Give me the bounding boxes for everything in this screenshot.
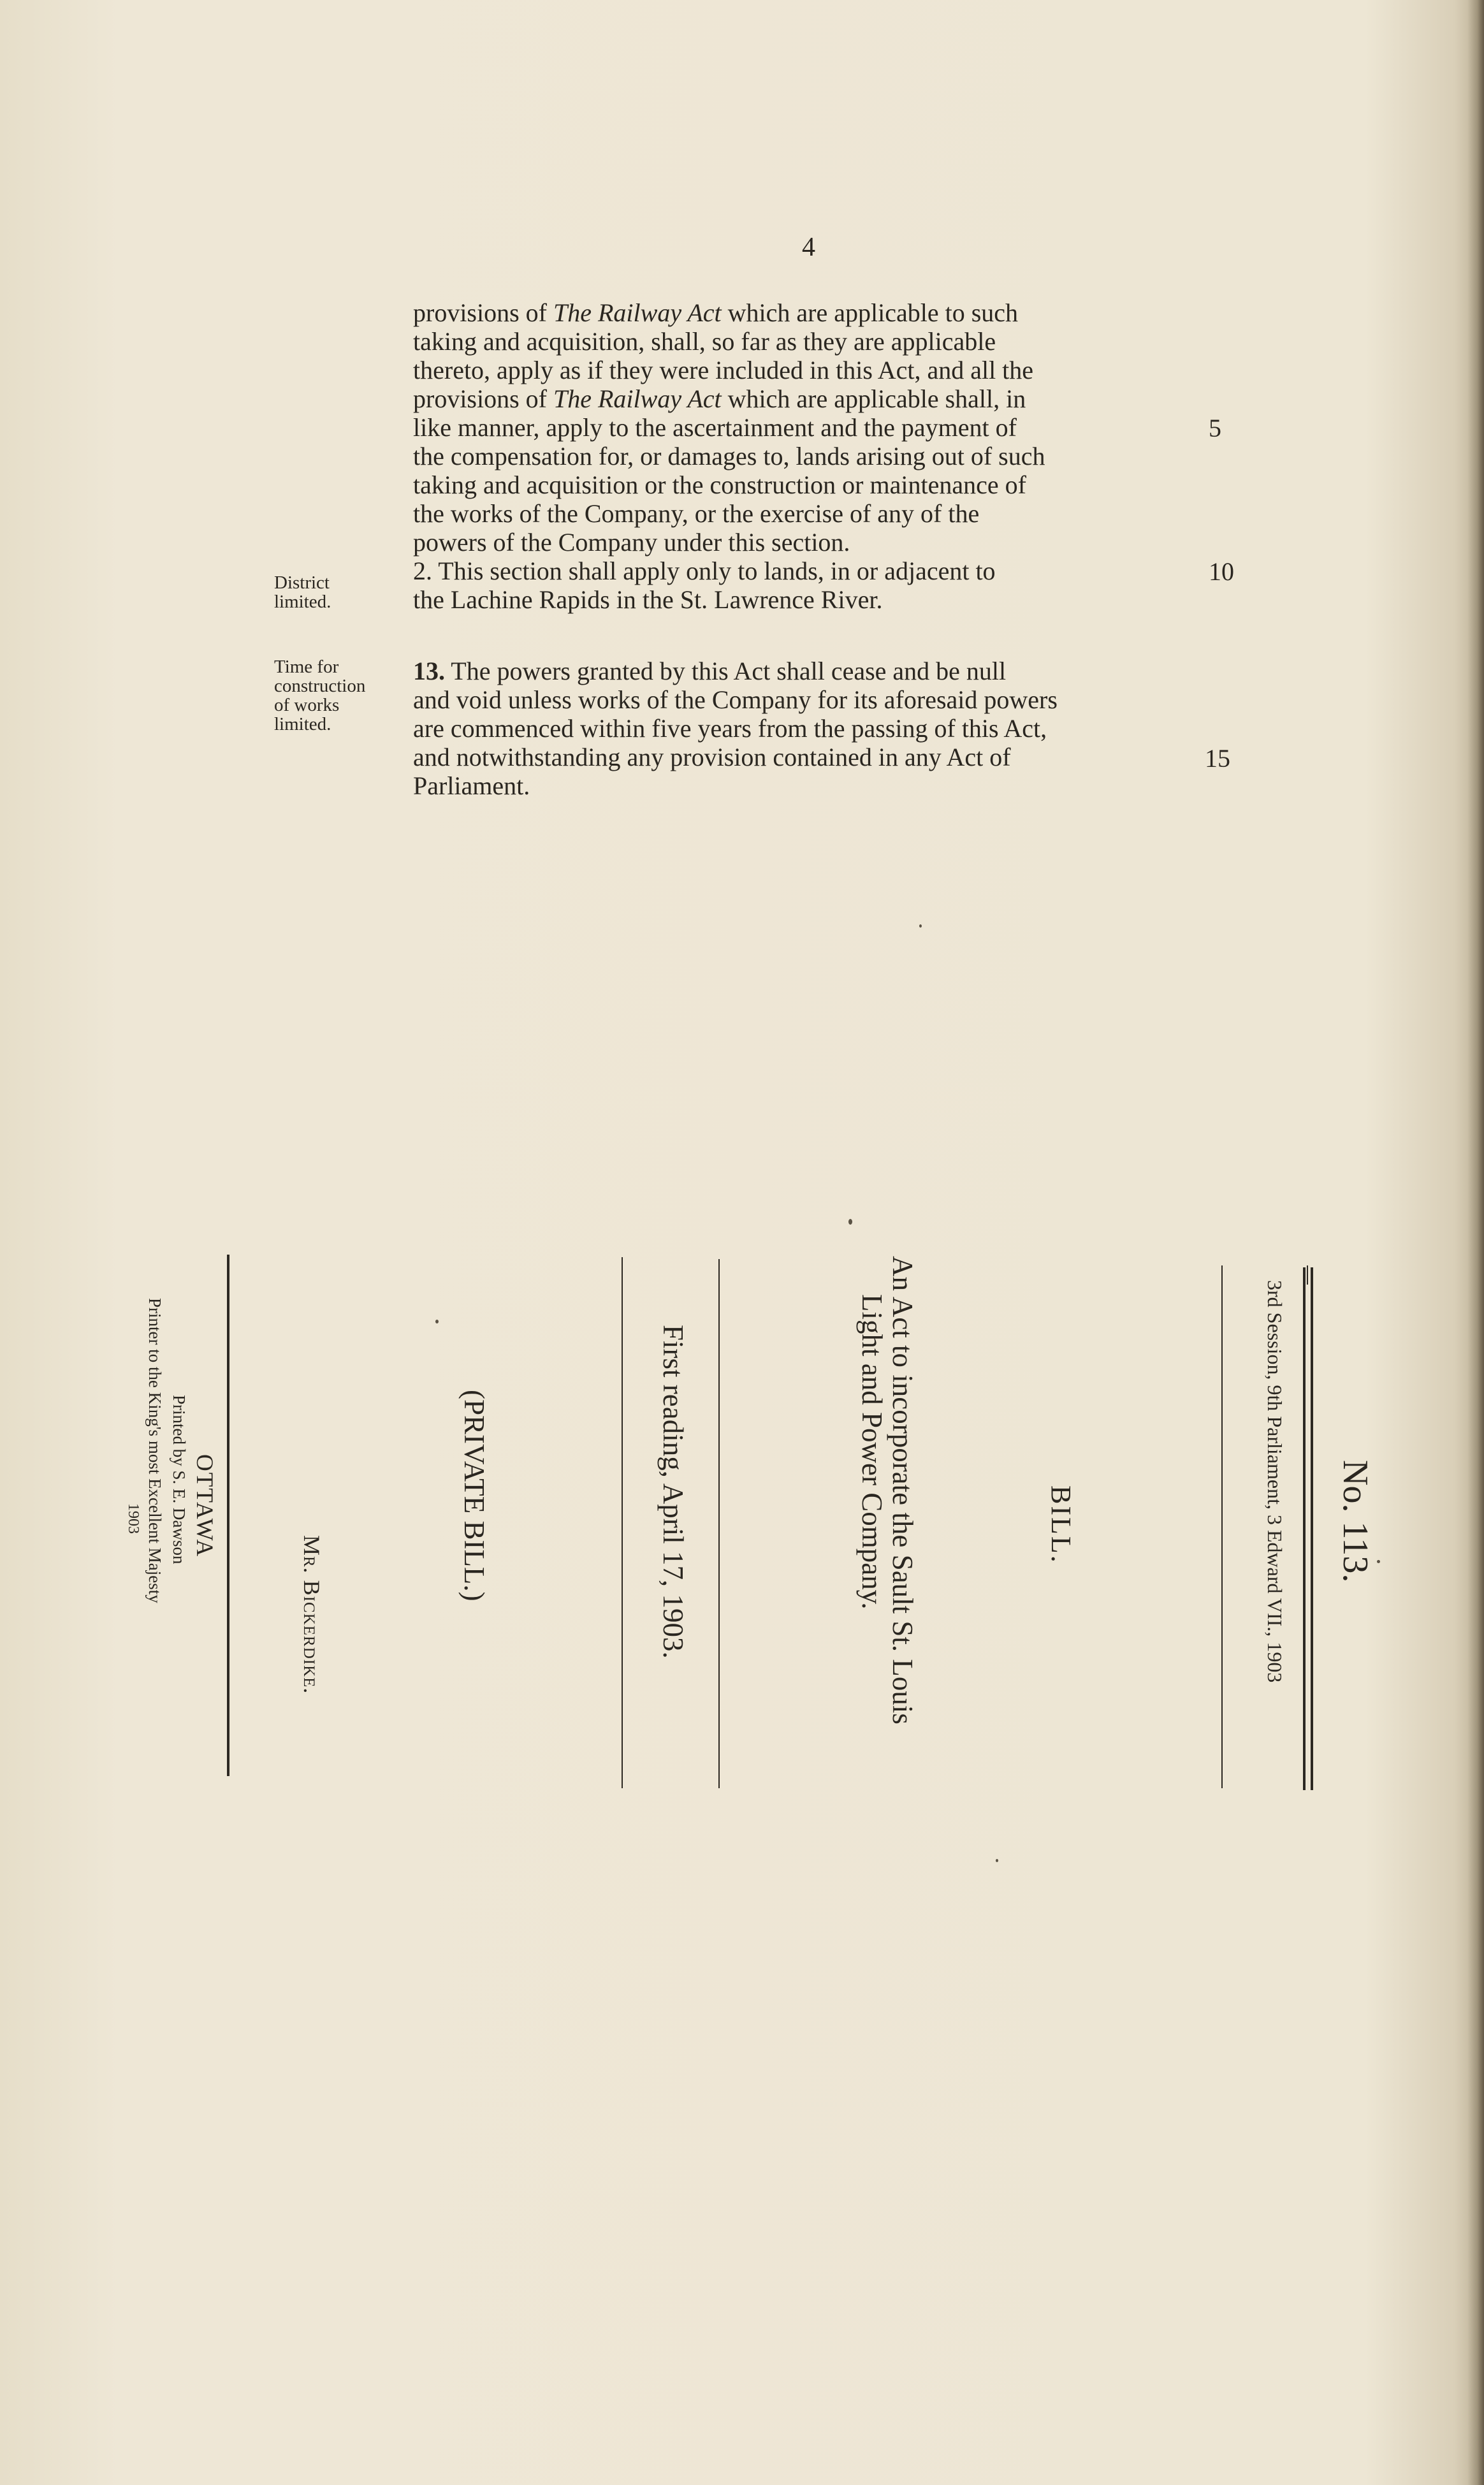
body-text — [413, 298, 1216, 808]
page-number: 4 — [802, 233, 815, 262]
line-number: 15 — [1205, 744, 1230, 773]
text-run: the Lachine Rapids in the St. Lawrence River. — [413, 585, 883, 614]
speck — [919, 924, 922, 928]
text-run: taking and acquisition, shall, so far as they are applicable — [413, 327, 996, 356]
margin-note-line: Time for — [274, 657, 339, 677]
speck — [435, 1320, 439, 1323]
speck — [996, 1859, 998, 1862]
body-line — [413, 557, 996, 585]
body-line — [413, 499, 979, 528]
margin-note-line: of works — [274, 695, 340, 715]
text-run: like manner, apply to the ascertainment and the payment of — [413, 413, 1017, 442]
text-run: powers of the Company under this section. — [413, 528, 850, 557]
italic-title: The Railway Act — [553, 298, 722, 327]
act-title-line: An Act to incorporate the Sault St. Louis — [887, 1256, 919, 1724]
body-line — [413, 356, 1033, 384]
speck — [1377, 1560, 1380, 1563]
text-run: provisions of — [413, 298, 553, 327]
margin-note-line: construction — [274, 676, 366, 696]
text-run: which are applicable to such — [721, 298, 1019, 327]
rule-act — [718, 1259, 720, 1788]
text-run: The powers granted by this Act shall cease and be null — [445, 657, 1007, 685]
body-line — [413, 384, 1026, 413]
speck — [848, 1219, 852, 1225]
text-run: taking and acquisition or the construction or maintenance of — [413, 470, 1026, 499]
body-line — [413, 685, 1058, 714]
private-bill: (PRIVATE BILL.) — [458, 1390, 490, 1601]
rule-sponsor — [227, 1255, 229, 1776]
margin-note-district — [274, 573, 331, 611]
body-line — [413, 442, 1045, 470]
text-run: and notwithstanding any provision contained in any Act of — [413, 743, 1011, 771]
page-edge-shadow — [1467, 0, 1484, 2485]
rule-reading — [622, 1257, 623, 1788]
text-run: the compensation for, or damages to, lands arising out of such — [413, 442, 1045, 470]
body-line — [413, 771, 530, 800]
body-line — [413, 585, 882, 614]
printer-year: 1903 — [125, 1503, 142, 1534]
text-run: Parliament. — [413, 771, 530, 800]
margin-note-line: limited. — [274, 592, 331, 612]
section-number: 13. — [413, 657, 445, 685]
printer-title: Printer to the King's most Excellent Majesty — [145, 1298, 164, 1603]
body-line — [413, 528, 850, 557]
body-line — [413, 657, 1006, 685]
text-run: provisions of — [413, 384, 553, 413]
italic-title: The Railway Act — [553, 384, 722, 413]
sponsor: Mr. Bickerdike. — [299, 1535, 324, 1694]
margin-note-line: District — [274, 572, 330, 593]
act-title-line: Light and Power Company. — [856, 1294, 888, 1610]
printer-city: OTTAWA — [191, 1454, 217, 1558]
body-line — [413, 714, 1047, 743]
session-line: 3rd Session, 9th Parliament, 3 Edward VII., 1903 — [1263, 1280, 1286, 1683]
bill-number: No. 113. — [1335, 1460, 1375, 1583]
printer-name: Printed by S. E. Dawson — [170, 1395, 189, 1564]
text-run: which are applicable shall, in — [721, 384, 1026, 413]
body-line — [413, 298, 1018, 327]
text-run: 2. This section shall apply only to lands, in or adjacent to — [413, 557, 996, 585]
margin-note-line: limited. — [274, 714, 331, 734]
text-run: thereto, apply as if they were included in this Act, and all the — [413, 356, 1034, 384]
margin-note-time — [274, 657, 365, 734]
body-line — [413, 413, 1017, 442]
double-rule-left — [1303, 1267, 1306, 1790]
text-run: the works of the Company, or the exercise of any of the — [413, 499, 980, 528]
body-line — [413, 743, 1011, 771]
rule-title — [1221, 1265, 1223, 1788]
text-run: are commenced within five years from the passing of this Act, — [413, 714, 1047, 743]
rule-top-short — [1307, 1265, 1308, 1285]
line-number: 5 — [1209, 414, 1221, 442]
text-run: and void unless works of the Company for its aforesaid powers — [413, 685, 1058, 714]
bill-label: BILL. — [1045, 1485, 1077, 1564]
body-line — [413, 327, 996, 356]
first-reading: First reading, April 17, 1903. — [657, 1325, 689, 1659]
body-line — [413, 470, 1026, 499]
line-number: 10 — [1209, 557, 1234, 586]
double-rule-right — [1311, 1267, 1313, 1790]
